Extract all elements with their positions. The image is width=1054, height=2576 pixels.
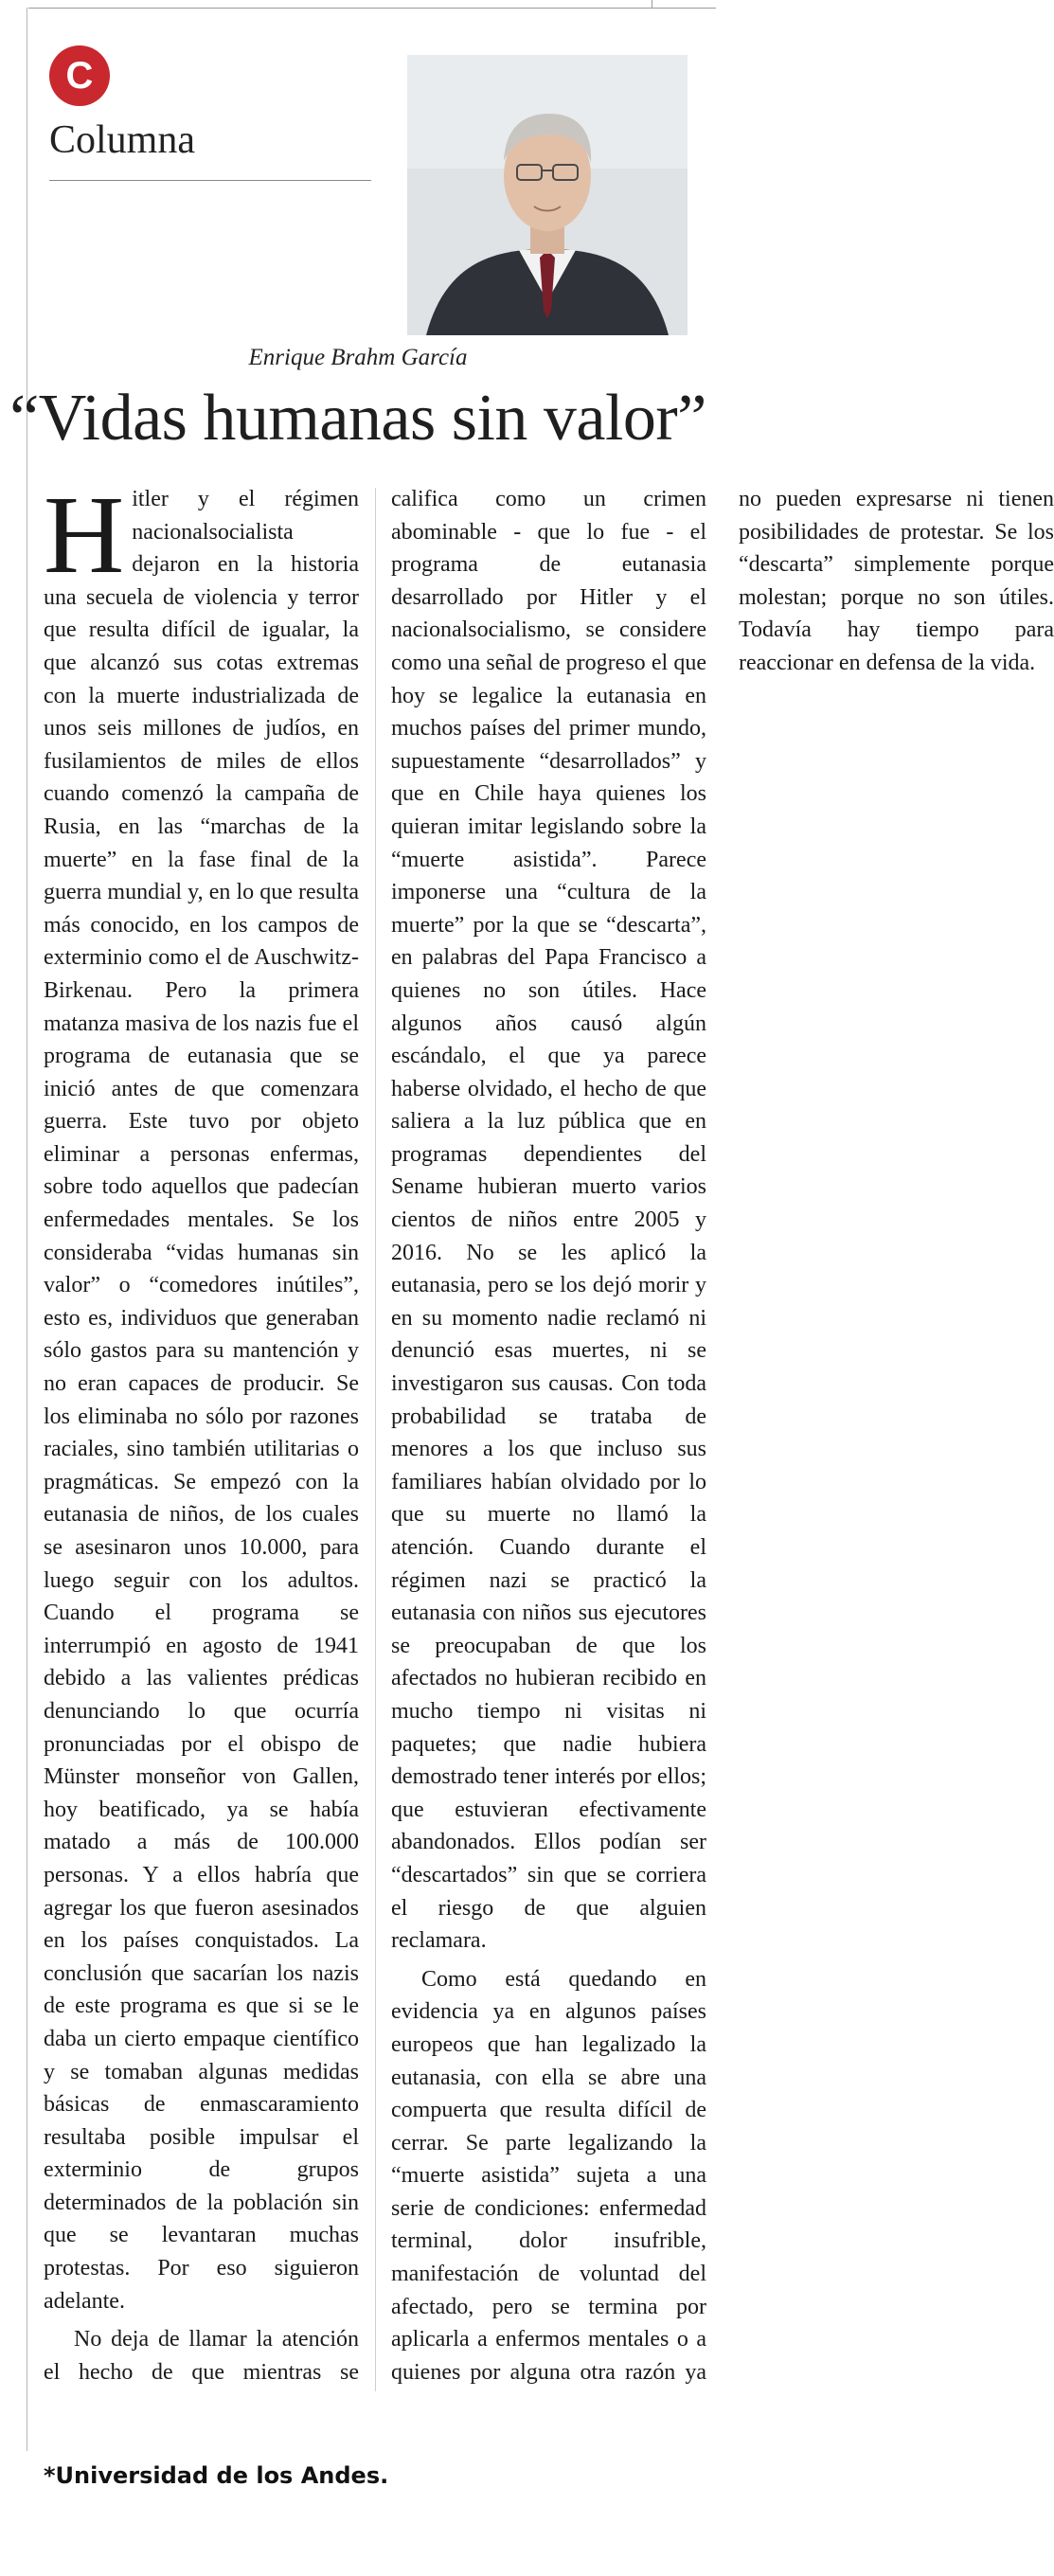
paragraph-1-text: itler y el régimen nacionalsocialista dejaron en la historia una secuela de violencia y terror que resulta difícil de igualar, la que alcanzó sus cotas extremas con la muerte industrializada de unos seis millones de judíos, en fusilamientos de miles de ellos cuando comenzó la campaña de Rusia, en las “marchas de la muerte” en la fase final de la guerra mundial y, en lo que resulta más conocido, en los campos de exterminio como el de Auschwitz-Birkenau. Pero la primera matanza masiva de los nazis fue el programa de eutanasia que se inició antes de que comenzara guerra. Este tuvo por objeto eliminar a personas enfermas, sobre todo aquellos que padecían enfermedades mentales. Se los consideraba “vidas humanas sin valor” o “comedores inútiles”, esto es, individuos que generaban sólo gastos para su mantención y no eran capaces de producir. Se los eliminaba no sólo por razones raciales, sino también utilitarias o pragmáticas. Se empezó con la eutanasia de niños, de los cuales se asesinaron unos 10.000, para luego seguir con los adultos. Cuando el programa se interrumpió en agosto de 1941 debido a las valientes prédicas denunciando lo que ocurría pronunciadas por el obispo de Münster monseñor von Gallen, hoy beatificado, ya se había matado a más de 100.000 personas. Y a ellos habría que agregar los que fueron asesinados en los países conquistados. La conclusión que sacarían los nazis de este programa es que si se le daba un cierto empaque científico y se tomaban algunas medidas básicas de enmascaramiento resultaba posible impulsar el exterminio de grupos determinados de la población sin que se levantaran muchas protestas. Por eso siguieron adelante. — [44, 487, 359, 2314]
paragraph-2: No deja de llamar la atención el hecho de que mientras se califica como un crimen abominable - que lo fue - el programa de eutanasia desarrollado por Hitler y el nacionalsocialismo, se considere como una señal de progreso el que hoy se legalice la eutanasia en muchos países del primer mundo, supuestamente “desarrollados” y que en Chile haya quienes los quieran imitar legislando sobre la “muerte asistida”. Parece imponerse una “cultura de la muerte” por la que se “descarta”, en palabras del Papa Francisco a quienes no son útiles. Hace algunos años causó algún escándalo, el que ya parece haberse olvidado, el hecho de que saliera a la luz pública que en programas dependientes del Sename hubieran muerto varios cientos de niños entre 2005 y 2016. No se les aplicó la eutanasia, pero se los dejó morir y en su momento nadie reclamó ni denunció esas muertes, ni se investigaron sus causas. Con toda probabilidad se trataba de menores a los que incluso sus familiares habían olvidado por lo que su muerte no llamó la atención. Cuando durante el régimen nazi se practicó la eutanasia con niños sus ejecutores se preocupaban de que los afectados no hubieran recibido en mucho tiempo ni visitas ni paquetes; que nadie hubiera demostrado tener interés por ellos; que estuvieran efectivamente abandonados. Ellos podían ser “descartados” sin que se corriera el riesgo de que alguien reclamara. — [44, 487, 706, 2385]
author-byline: Enrique Brahm García — [248, 345, 468, 370]
article-body — [44, 473, 1054, 2396]
section-label: Columna — [49, 118, 195, 162]
paragraph-1 — [44, 473, 359, 2317]
header-rule — [49, 180, 371, 181]
article-headline: “Vidas humanas sin valor” — [9, 382, 706, 455]
column-badge: C — [49, 45, 110, 106]
author-portrait — [407, 55, 688, 335]
drop-cap: H — [44, 473, 125, 597]
affiliation-footnote: *Universidad de los Andes. — [44, 2462, 389, 2489]
paragraph-3: Como está quedando en evidencia ya en algunos países europeos que han legalizado la eutanasia, con ella se abre una compuerta que resulta difícil de cerrar. Se parte legalizando la “muerte asistida” sujeta a una serie de condiciones: enfermedad terminal, dolor insufrible, manifestación de voluntad del afectado, pero se termina por aplicarla a enfermos mentales o a quienes por alguna otra razón ya no pueden expresarse ni tienen posibilidades de protestar. Se los “descarta” simplemente porque molestan; porque no son útiles. Todavía hay tiempo para reaccionar en defensa de la vida. — [391, 487, 1054, 2385]
top-rule — [28, 8, 716, 9]
author-portrait-illustration — [407, 55, 688, 335]
